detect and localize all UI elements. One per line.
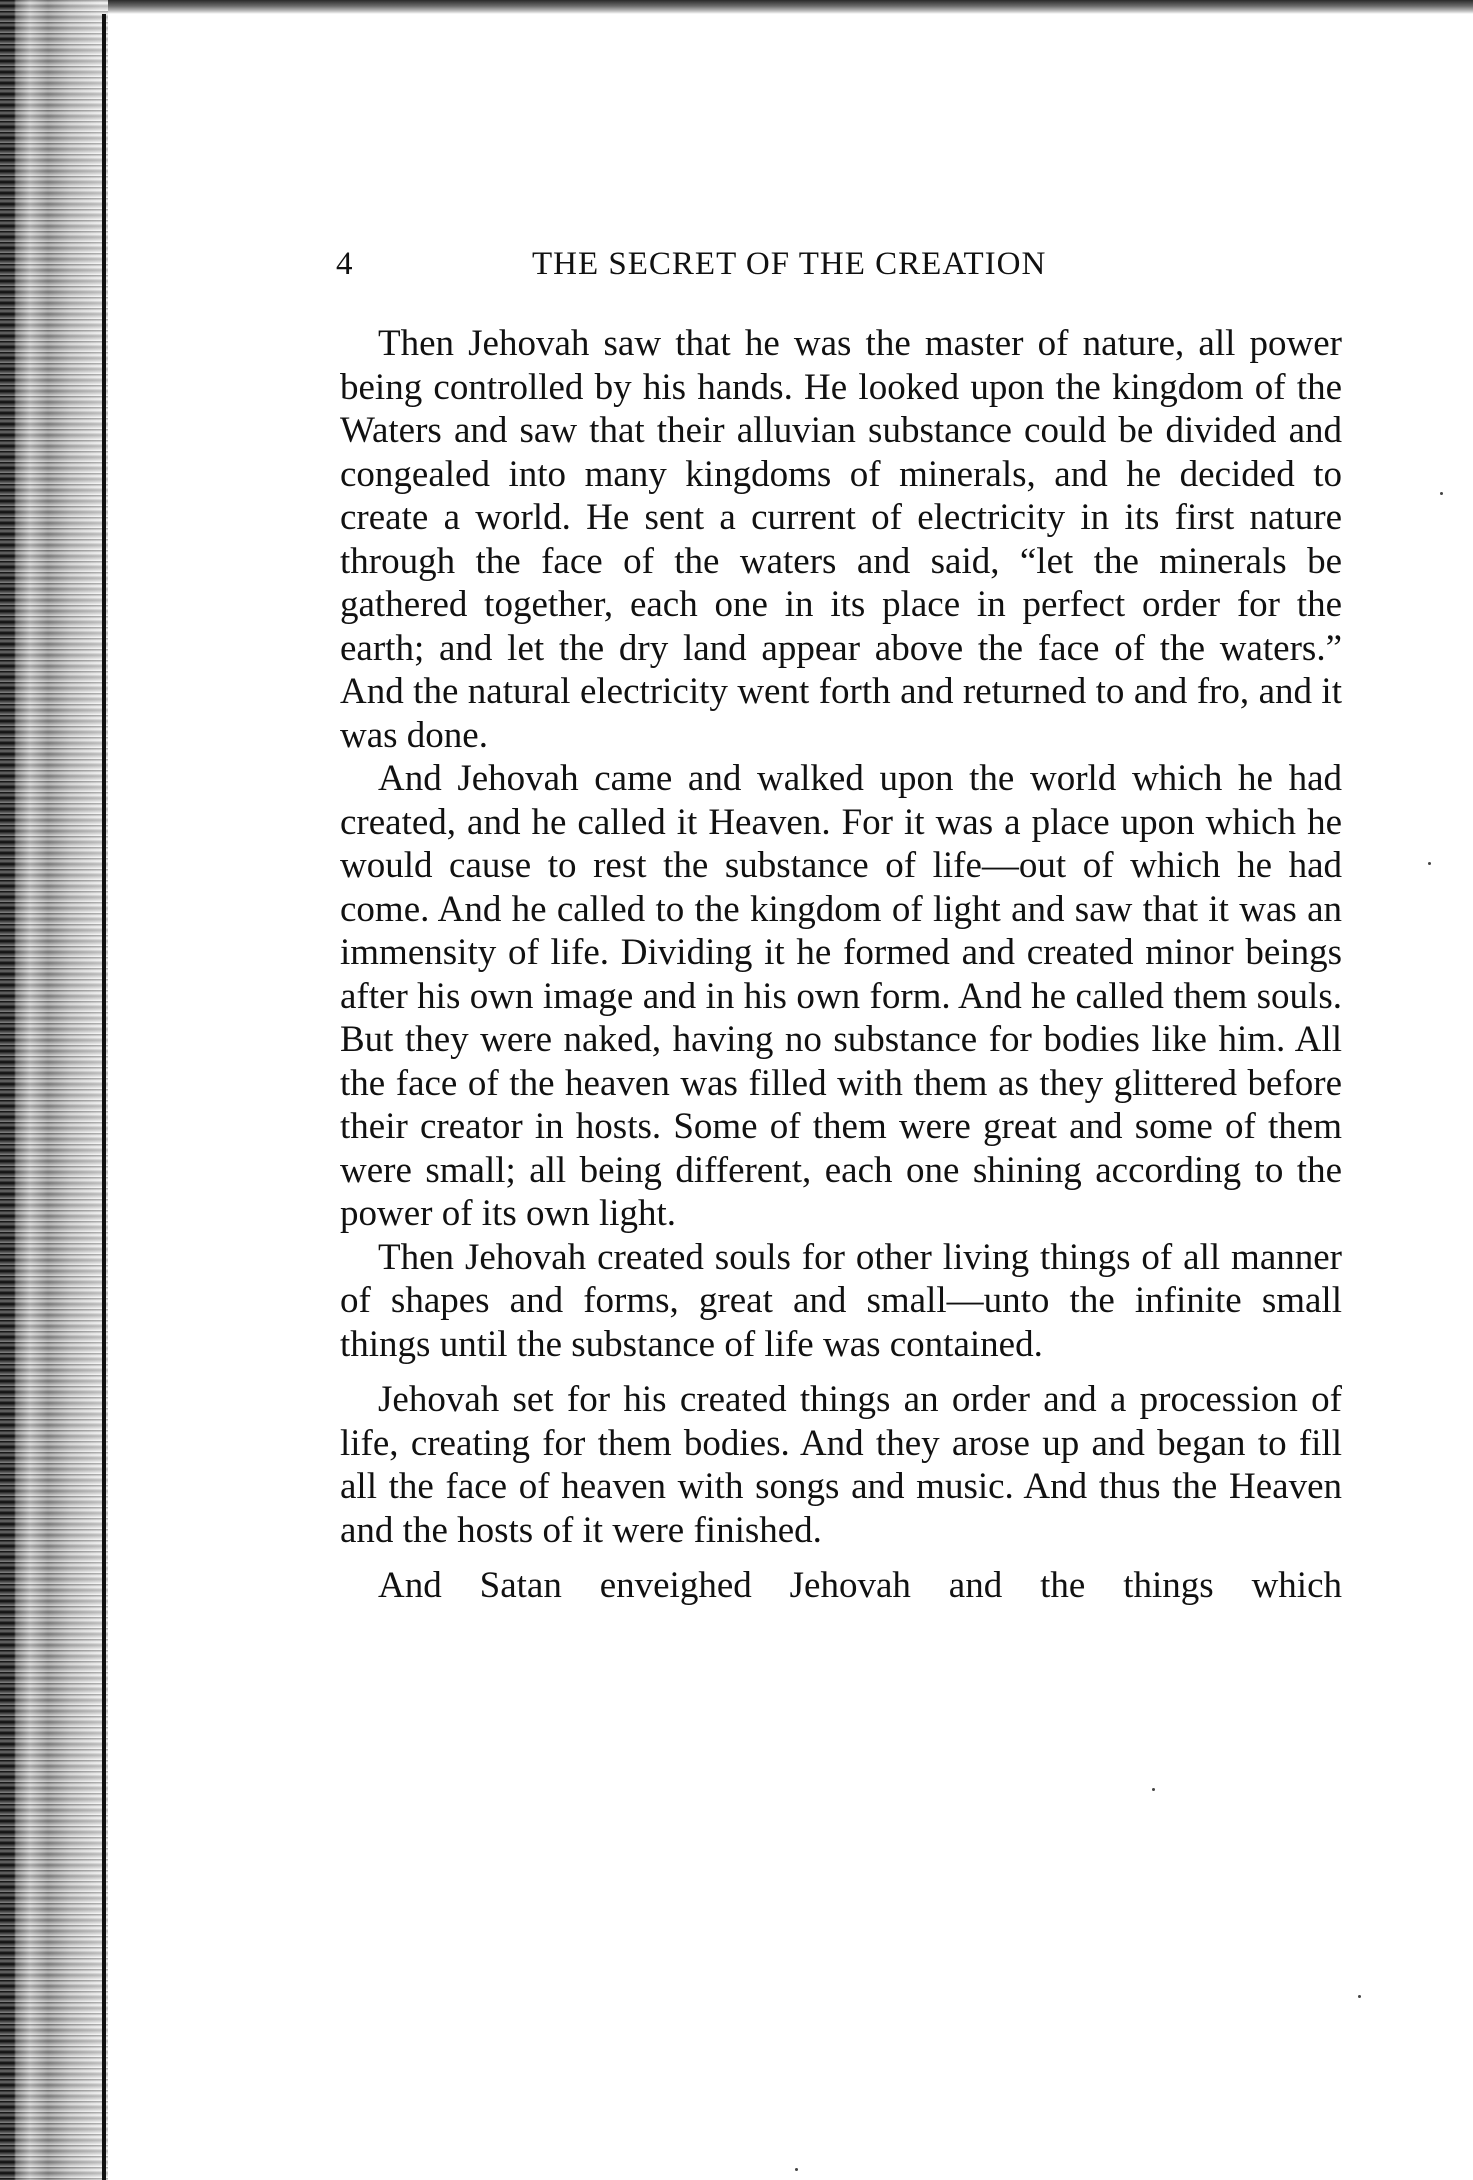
binding-line: [102, 14, 106, 2180]
page-header: [336, 246, 1166, 290]
scan-top-edge: [0, 0, 1473, 14]
running-title: THE SECRET OF THE CREATION: [532, 246, 1047, 282]
scan-speck: [795, 2168, 798, 2171]
scan-speck: [1428, 862, 1431, 865]
paragraph: Jehovah set for his created things an order and a procession of life, creating for them bodies. And they arose up and began to fill all the face of heaven with songs and music. And thus the Heaven and the hosts of it were finished.: [340, 1379, 1342, 1551]
body-text: [340, 322, 1342, 1608]
page-number: 4: [336, 246, 354, 282]
paragraph: Then Jehovah saw that he was the master of nature, all power being controlled by his hands. He looked upon the kingdom of the Waters and saw that their alluvian substance could be divided and congealed into many kingdoms of minerals, and he decided to create a world. He sent a current of electricity in its first nature through the face of the waters and said, “let the minerals be gathered together, each one in its place in perfect order for the earth; and let the dry land appear above the face of the waters.” And the natural electricity went forth and returned to and fro, and it was done.: [340, 323, 1342, 756]
paragraph: And Satan enveighed Jehovah and the things which: [378, 1565, 1342, 1606]
paragraph: And Jehovah came and walked upon the world which he had created, and he called it Heaven. For it was a place upon which he would cause to rest the substance of life—out of which he had come. And he called to the kingdom of light and saw that it was an immensity of life. Dividing it he formed and created minor beings after his own image and in his own form. And he called them souls. But they were naked, having no substance for bodies like him. All the face of the heaven was filled with them as they glittered before their creator in hosts. Some of them were great and some of them were small; all being different, each one shining according to the power of its own light.: [340, 758, 1342, 1234]
scan-speck: [1152, 1788, 1155, 1791]
scan-speck: [1358, 1995, 1361, 1998]
book-binding-edge: [0, 0, 108, 2180]
scan-speck: [1440, 492, 1443, 495]
paragraph: Then Jehovah created souls for other living things of all manner of shapes and forms, great and small—unto the infinite small things until the substance of life was contained.: [340, 1236, 1342, 1365]
